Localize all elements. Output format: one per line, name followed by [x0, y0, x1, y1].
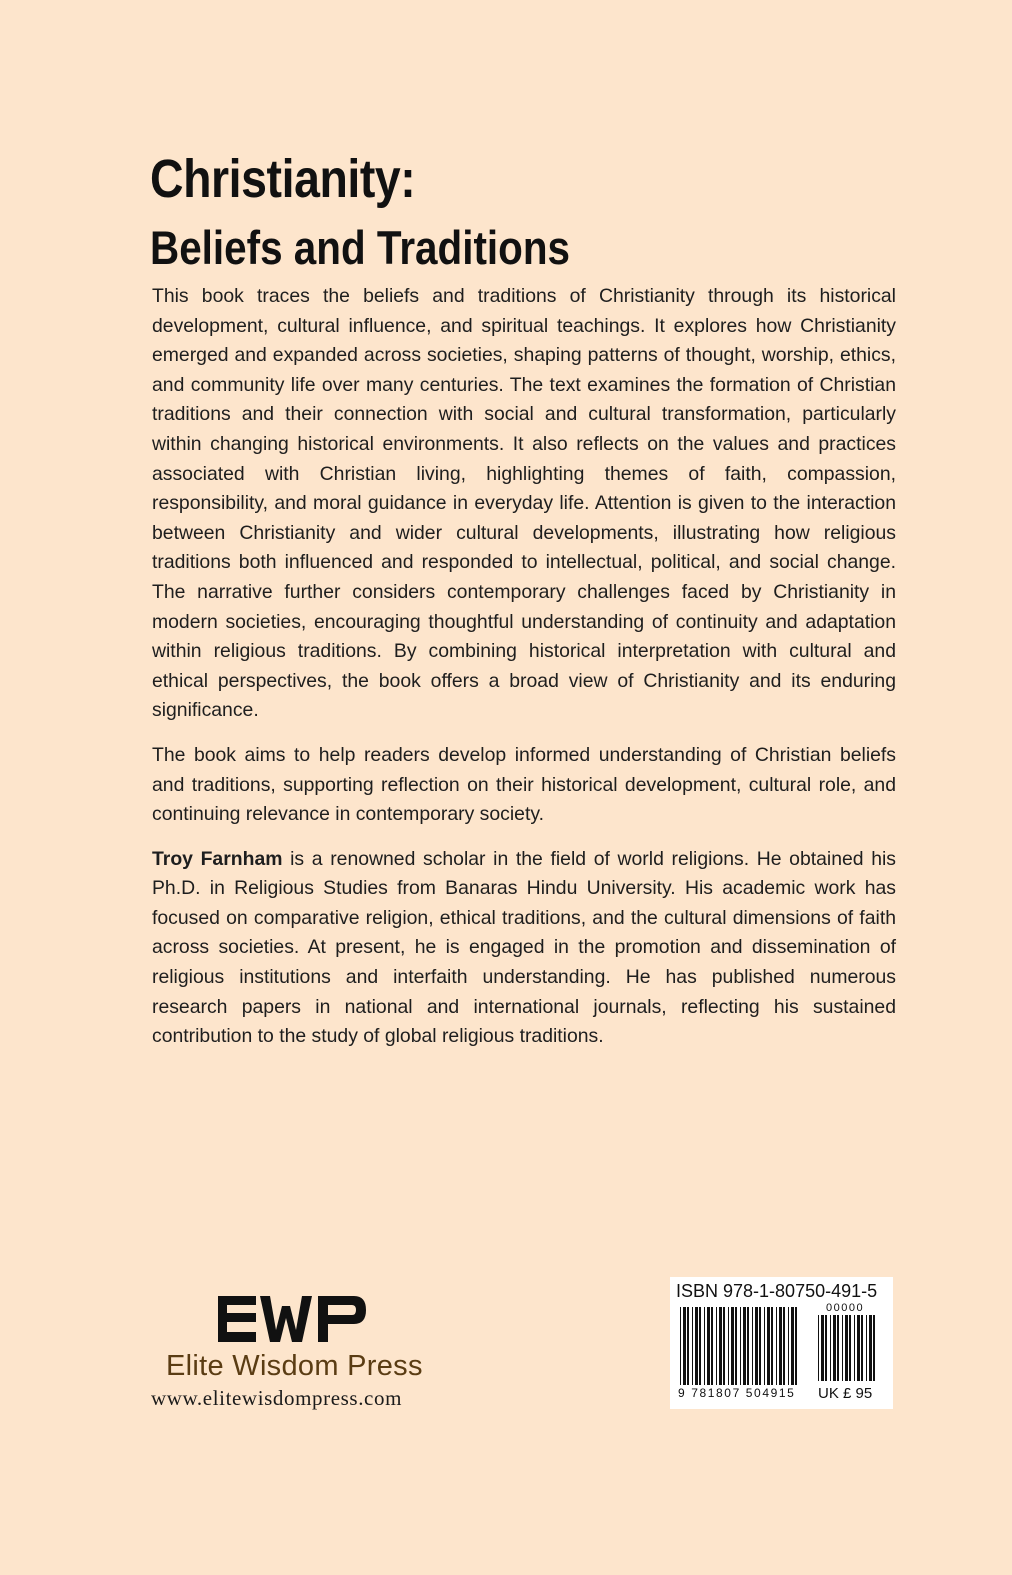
- description-paragraph: The book aims to help readers develop informed understanding of Christian beliefs and traditions, supporting reflection on their historical development, cultural role, and continuing relevance in contemporary society.: [152, 743, 896, 826]
- barcode-bar: [759, 1307, 761, 1385]
- barcode-bar: [837, 1315, 839, 1381]
- barcode-bar: [779, 1307, 782, 1385]
- barcode-bar: [699, 1307, 701, 1385]
- barcode-bar: [743, 1307, 746, 1385]
- barcode-bar: [716, 1307, 717, 1385]
- barcode-bar: [825, 1315, 827, 1381]
- barcode-bar: [707, 1307, 710, 1385]
- barcode-bar: [861, 1315, 863, 1381]
- barcode-bar: [783, 1307, 785, 1385]
- publisher-logo-icon: [218, 1292, 366, 1346]
- barcode-addon-digits: 00000: [826, 1302, 865, 1314]
- author-bio-text: is a renowned scholar in the field of world religions. He obtained his Ph.D. in Religious Studies from Banaras Hindu University. His academic work has focused on comparative religion, ethical traditions, and the cultural dimensions of faith across societies. At present, he is engaged in the promotion and dissemination of religious institutions and interfaith understanding. He has published numerous research papers in national and international journals, reflecting his sustained contribution to the study of global religious traditions.: [152, 847, 896, 1048]
- barcode-bar: [764, 1307, 765, 1385]
- barcode-bar: [723, 1307, 725, 1385]
- barcode-bar: [776, 1307, 777, 1385]
- isbn-barcode: [670, 1277, 893, 1409]
- barcode-bar: [683, 1307, 686, 1385]
- publisher-website: www.elitewisdompress.com: [151, 1386, 402, 1410]
- barcode-bar: [695, 1307, 698, 1385]
- barcode-bar: [687, 1307, 689, 1385]
- barcode-bar: [830, 1315, 831, 1381]
- publisher-name: Elite Wisdom Press: [166, 1350, 423, 1382]
- book-subtitle: Beliefs and Traditions: [150, 221, 571, 274]
- barcode-bar: [752, 1307, 753, 1385]
- barcode-bar: [818, 1315, 819, 1381]
- barcode-bar: [740, 1307, 741, 1385]
- blurb-text-block: [152, 282, 896, 1067]
- barcode-bar: [866, 1315, 867, 1381]
- barcode-bar: [869, 1315, 872, 1381]
- barcode-bar: [842, 1315, 843, 1381]
- barcode-bar: [704, 1307, 705, 1385]
- barcode-bar: [755, 1307, 758, 1385]
- barcode-bar: [854, 1315, 855, 1381]
- barcode-bar: [849, 1315, 851, 1381]
- barcode-bar: [833, 1315, 836, 1381]
- author-bio-paragraph: [152, 845, 896, 1052]
- barcode-bar: [845, 1315, 848, 1381]
- barcode-bar: [680, 1307, 681, 1385]
- barcode-digits: 9 781807 504915: [678, 1386, 796, 1400]
- barcode-bar: [795, 1307, 797, 1385]
- barcode-bar: [692, 1307, 693, 1385]
- author-name: Troy Farnham: [152, 847, 283, 870]
- barcode-bar: [747, 1307, 749, 1385]
- barcode-bar: [767, 1307, 770, 1385]
- description-paragraph: This book traces the beliefs and traditions of Christianity through its historical development, cultural influence, and spiritual teachings. It explores how Christianity emerged and expanded across societies, shaping patterns of thought, worship, ethics, and community life over many centuries. The text examines the formation of Christian traditions and their connection with social and cultural transformation, particularly within changing historical environments. It also reflects on the values and practices associated with Christian living, highlighting themes of faith, compassion, responsibility, and moral guidance in everyday life. Attention is given to the interaction between Christianity and wider cultural developments, illustrating how religious traditions both influenced and responded to intellectual, political, and social change. The narrative further considers contemporary challenges faced by Christianity in modern societies, encouraging thoughtful understanding of continuity and adaptation within religious traditions. By combining historical interpretation with cultural and ethical perspectives, the book offers a broad view of Christianity and its enduring significance.: [152, 285, 896, 722]
- barcode-bar: [711, 1307, 713, 1385]
- barcode-bar: [728, 1307, 729, 1385]
- barcode-bar: [788, 1307, 789, 1385]
- book-title: Christianity:: [150, 149, 416, 209]
- barcode-bar: [791, 1307, 794, 1385]
- barcode-bar: [771, 1307, 773, 1385]
- price-label: UK £ 95: [818, 1385, 873, 1402]
- barcode-bar: [873, 1315, 875, 1381]
- barcode-bar: [731, 1307, 734, 1385]
- barcode-bar: [857, 1315, 860, 1381]
- barcode-bar: [735, 1307, 737, 1385]
- isbn-number: ISBN 978-1-80750-491-5: [676, 1281, 878, 1301]
- barcode-bar: [821, 1315, 824, 1381]
- barcode-bar: [719, 1307, 722, 1385]
